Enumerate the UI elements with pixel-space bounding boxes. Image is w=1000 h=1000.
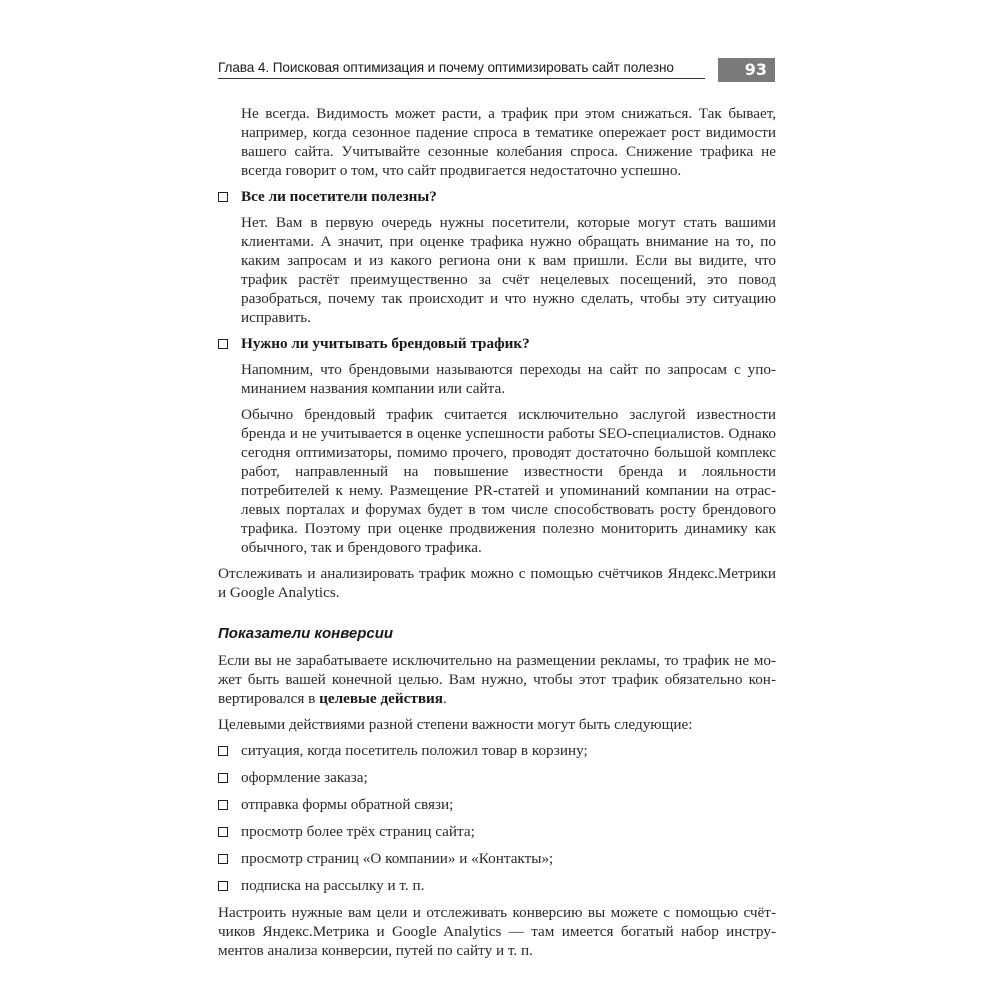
page-number: 93 xyxy=(718,58,775,82)
list-item-text: ситуация, когда посетитель положил товар в корзину; xyxy=(241,742,588,759)
list-item-text: просмотр более трёх страниц сайта; xyxy=(241,823,475,840)
question-item xyxy=(218,334,776,353)
list-item-text: подписка на рассылку и т. п. xyxy=(241,877,425,894)
square-bullet-icon xyxy=(218,746,228,756)
list-item-text: просмотр страниц «О компании» и «Контакты»; xyxy=(241,850,554,867)
square-bullet-icon xyxy=(218,192,228,202)
list-item xyxy=(218,849,776,868)
conversion-intro-bold: целевые действия xyxy=(319,690,443,707)
list-item xyxy=(218,876,776,895)
square-bullet-icon xyxy=(218,854,228,864)
list-item xyxy=(218,741,776,760)
square-bullet-icon xyxy=(218,881,228,891)
answer-text: Нет. Вам в первую очередь нужны посетители, которые могут стать вашими клиентами. А значит, при оценке трафика нужно обращать внимание на то, по каким запросам и из какого региона они к вам пришли. Если вы видите, что трафик растёт преимущественно за счёт нецелевых посещений, это повод разобраться, почему так происходит и что нужно сделать, чтобы эту ситуацию исправить. xyxy=(241,214,776,326)
chapter-title: Глава 4. Поисковая оптимизация и почему оптимизировать сайт полезно xyxy=(218,60,705,79)
page-body xyxy=(218,104,776,967)
list-item xyxy=(218,768,776,787)
closing-paragraph: Настроить нужные вам цели и отслеживать конверсию вы можете с помощью счётчиков Яндекс.Метрика и Google Analytics — там имеется богатый набор инструментов анализа конверсии, путей по сайту и т. п. xyxy=(218,904,776,959)
answer-text: Обычно брендовый трафик считается исключительно заслугой известности бренда и не учитывается в оценке успешности работы SEO-специалистов. Однако сегодня оптимизаторы, помимо прочего, проводят достаточно большой комплекс работ, направленный на повышение известности бренда и лояльности потребителей к нему. Размещение PR-статей и упоминаний компании на отраслевых порталах и форумах будет в том числе способствовать росту брендового трафика. Поэтому при оценке продвижения полезно мониторить динамику как обычного, так и брендового трафика. xyxy=(241,406,776,556)
list-intro: Целевыми действиями разной степени важности могут быть следующие: xyxy=(218,716,693,733)
list-item-text: оформление заказа; xyxy=(241,769,368,786)
question-text: Все ли посетители полезны? xyxy=(241,188,437,205)
running-header xyxy=(218,58,776,82)
square-bullet-icon xyxy=(218,339,228,349)
list-item xyxy=(218,822,776,841)
question-text: Нужно ли учитывать брендовый трафик? xyxy=(241,335,530,352)
square-bullet-icon xyxy=(218,773,228,783)
goals-list xyxy=(218,741,776,895)
conversion-intro-end: . xyxy=(443,690,447,707)
answer-text: Напомним, что брендовыми называются переходы на сайт по запросам с упоминанием названия компании или сайта. xyxy=(241,361,776,397)
square-bullet-icon xyxy=(218,827,228,837)
list-item xyxy=(218,795,776,814)
tracking-note: Отслеживать и анализировать трафик можно с помощью счётчиков Яндекс.Метрики и Google Analytics. xyxy=(218,565,776,601)
conversion-intro xyxy=(218,651,776,708)
list-item-text: отправка формы обратной связи; xyxy=(241,796,454,813)
square-bullet-icon xyxy=(218,800,228,810)
conversion-intro-start: Если вы не зарабатываете исключительно на размещении рекламы, то трафик не может быть вашей конечной целью. Вам нужно, чтобы этот трафик обязательно конвертировался в xyxy=(218,652,776,707)
section-heading: Показатели конверсии xyxy=(218,625,394,642)
intro-answer: Не всегда. Видимость может расти, а трафик при этом снижаться. Так бывает, например, когда сезонное падение спроса в тематике опережает рост видимости вашего сайта. Учитывайте сезонные колебания спроса. Снижение трафика не всегда говорит о том, что сайт продвигается недостаточно успешно. xyxy=(241,105,776,179)
question-item xyxy=(218,187,776,206)
